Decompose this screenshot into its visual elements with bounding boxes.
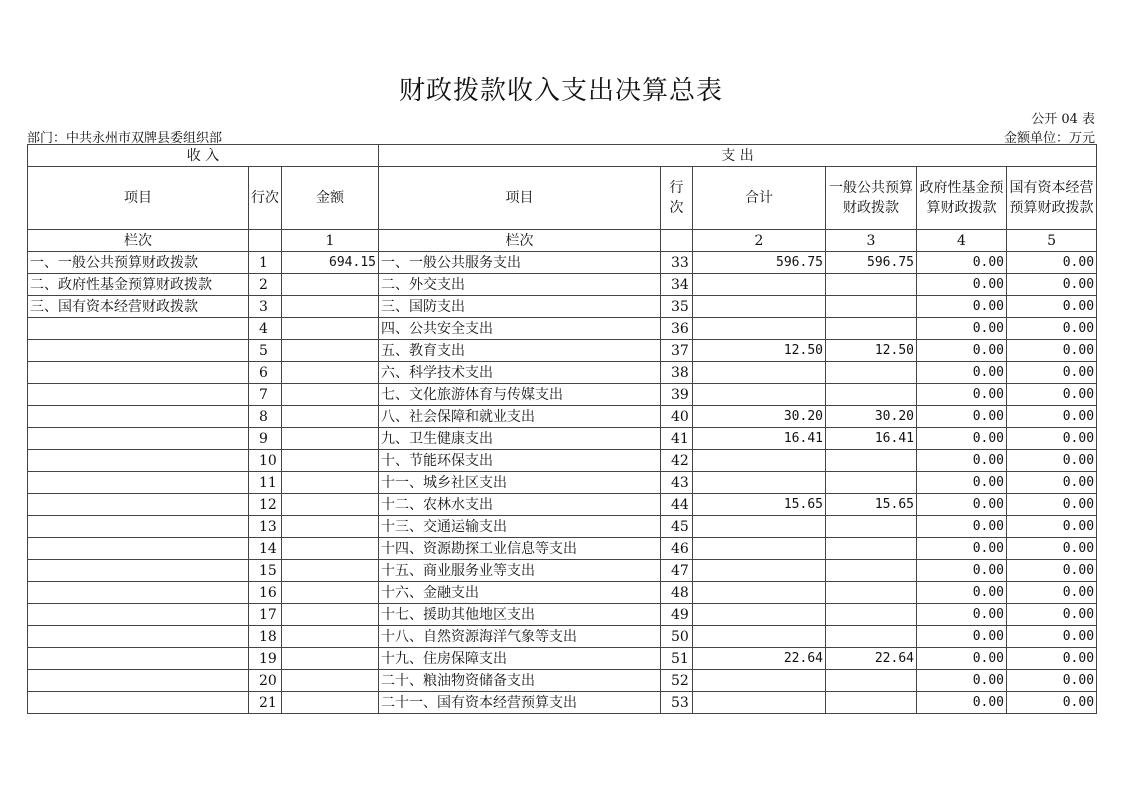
expense-column-label: 栏次 — [379, 230, 661, 252]
gov-fund-cell: 0.00 — [917, 318, 1007, 340]
income-row-no-index — [249, 230, 282, 252]
total-cell — [693, 626, 826, 648]
table-row — [28, 670, 1097, 692]
table-row — [28, 384, 1097, 406]
income-row-no-cell: 20 — [249, 670, 282, 692]
expense-item-cell: 八、社会保障和就业支出 — [379, 406, 661, 428]
general-budget-cell — [826, 538, 917, 560]
income-row-no-cell: 6 — [249, 362, 282, 384]
general-budget-cell — [826, 274, 917, 296]
table-row — [28, 582, 1097, 604]
expense-row-no-cell: 49 — [661, 604, 693, 626]
income-amount-header: 金额 — [282, 167, 379, 230]
income-row-no-cell: 16 — [249, 582, 282, 604]
gov-fund-cell: 0.00 — [917, 670, 1007, 692]
total-cell: 12.50 — [693, 340, 826, 362]
income-amount-cell — [282, 692, 379, 714]
income-amount-cell — [282, 582, 379, 604]
general-budget-header: 一般公共预算财政拨款 — [826, 167, 917, 230]
income-item-cell: 一、一般公共预算财政拨款 — [28, 252, 249, 274]
expense-item-cell: 十三、交通运输支出 — [379, 516, 661, 538]
income-column-label: 栏次 — [28, 230, 249, 252]
unit-label: 金额单位：万元 — [1003, 131, 1095, 146]
gov-fund-cell: 0.00 — [917, 362, 1007, 384]
expense-row-no-cell: 34 — [661, 274, 693, 296]
state-capital-cell: 0.00 — [1007, 670, 1097, 692]
expense-row-no-cell: 44 — [661, 494, 693, 516]
expense-row-no-cell: 37 — [661, 340, 693, 362]
expense-row-no-cell: 53 — [661, 692, 693, 714]
expense-item-cell: 一、一般公共服务支出 — [379, 252, 661, 274]
expense-item-cell: 十七、援助其他地区支出 — [379, 604, 661, 626]
col3-index: 3 — [826, 230, 917, 252]
table-row — [28, 274, 1097, 296]
column-index-row — [28, 230, 1097, 252]
expense-item-cell: 三、国防支出 — [379, 296, 661, 318]
col2-index: 2 — [693, 230, 826, 252]
general-budget-cell — [826, 670, 917, 692]
income-item-cell — [28, 604, 249, 626]
income-item-cell: 二、政府性基金预算财政拨款 — [28, 274, 249, 296]
table-row — [28, 692, 1097, 714]
gov-fund-cell: 0.00 — [917, 472, 1007, 494]
expense-item-cell: 五、教育支出 — [379, 340, 661, 362]
header-row-columns — [28, 167, 1097, 230]
income-row-no-cell: 12 — [249, 494, 282, 516]
income-amount-cell — [282, 362, 379, 384]
table-row — [28, 318, 1097, 340]
income-amount-cell — [282, 472, 379, 494]
table-row — [28, 648, 1097, 670]
income-amount-cell — [282, 516, 379, 538]
income-item-cell — [28, 318, 249, 340]
general-budget-cell — [826, 296, 917, 318]
income-item-cell — [28, 362, 249, 384]
income-amount-cell — [282, 406, 379, 428]
total-cell — [693, 692, 826, 714]
header-row-sections — [28, 145, 1097, 167]
income-item-cell — [28, 428, 249, 450]
income-item-cell — [28, 538, 249, 560]
income-row-no-cell: 9 — [249, 428, 282, 450]
general-budget-cell — [826, 384, 917, 406]
total-cell — [693, 472, 826, 494]
income-item-cell — [28, 516, 249, 538]
expense-row-no-cell: 43 — [661, 472, 693, 494]
income-amount-cell — [282, 428, 379, 450]
gov-fund-cell: 0.00 — [917, 604, 1007, 626]
state-capital-cell: 0.00 — [1007, 560, 1097, 582]
total-cell — [693, 670, 826, 692]
table-row — [28, 362, 1097, 384]
total-cell — [693, 362, 826, 384]
state-capital-cell: 0.00 — [1007, 692, 1097, 714]
state-capital-cell: 0.00 — [1007, 384, 1097, 406]
expense-row-no-cell: 48 — [661, 582, 693, 604]
state-capital-cell: 0.00 — [1007, 538, 1097, 560]
general-budget-cell — [826, 560, 917, 582]
general-budget-cell — [826, 604, 917, 626]
general-budget-cell: 16.41 — [826, 428, 917, 450]
total-cell — [693, 274, 826, 296]
state-capital-cell: 0.00 — [1007, 406, 1097, 428]
income-row-no-cell: 8 — [249, 406, 282, 428]
table-row — [28, 472, 1097, 494]
income-row-no-cell: 18 — [249, 626, 282, 648]
income-row-no-cell: 19 — [249, 648, 282, 670]
table-row — [28, 494, 1097, 516]
expense-row-no-cell: 46 — [661, 538, 693, 560]
table-row — [28, 340, 1097, 362]
income-amount-cell — [282, 340, 379, 362]
general-budget-cell: 12.50 — [826, 340, 917, 362]
income-item-cell — [28, 626, 249, 648]
form-code: 公开 04 表 — [1031, 112, 1095, 127]
expense-row-no-cell: 51 — [661, 648, 693, 670]
gov-fund-cell: 0.00 — [917, 384, 1007, 406]
income-item-cell — [28, 692, 249, 714]
expense-row-no-cell: 38 — [661, 362, 693, 384]
income-amount-cell — [282, 274, 379, 296]
expense-row-no-cell: 50 — [661, 626, 693, 648]
income-amount-cell — [282, 626, 379, 648]
gov-fund-cell: 0.00 — [917, 450, 1007, 472]
state-capital-cell: 0.00 — [1007, 450, 1097, 472]
expense-item-cell: 十一、城乡社区支出 — [379, 472, 661, 494]
income-row-no-cell: 1 — [249, 252, 282, 274]
table-row — [28, 538, 1097, 560]
state-capital-cell: 0.00 — [1007, 494, 1097, 516]
income-item-cell — [28, 384, 249, 406]
income-amount-cell — [282, 318, 379, 340]
total-cell — [693, 560, 826, 582]
income-row-no-cell: 14 — [249, 538, 282, 560]
table-row — [28, 450, 1097, 472]
total-cell — [693, 582, 826, 604]
income-amount-cell — [282, 538, 379, 560]
general-budget-cell — [826, 516, 917, 538]
total-cell: 22.64 — [693, 648, 826, 670]
gov-fund-cell: 0.00 — [917, 340, 1007, 362]
income-row-no-cell: 15 — [249, 560, 282, 582]
expense-item-cell: 七、文化旅游体育与传媒支出 — [379, 384, 661, 406]
expense-item-cell: 十八、自然资源海洋气象等支出 — [379, 626, 661, 648]
expense-row-no-cell: 52 — [661, 670, 693, 692]
income-amount-cell — [282, 494, 379, 516]
expense-row-no-cell: 33 — [661, 252, 693, 274]
income-row-no-cell: 7 — [249, 384, 282, 406]
gov-fund-cell: 0.00 — [917, 428, 1007, 450]
income-row-no-cell: 5 — [249, 340, 282, 362]
income-row-no-cell: 13 — [249, 516, 282, 538]
col5-index: 5 — [1007, 230, 1097, 252]
expense-section-header: 支 出 — [379, 145, 1097, 167]
state-capital-cell: 0.00 — [1007, 472, 1097, 494]
expense-row-no-cell: 39 — [661, 384, 693, 406]
expense-item-cell: 十九、住房保障支出 — [379, 648, 661, 670]
state-capital-cell: 0.00 — [1007, 362, 1097, 384]
state-capital-header: 国有资本经营预算财政拨款 — [1007, 167, 1097, 230]
expense-item-cell: 二、外交支出 — [379, 274, 661, 296]
income-item-cell — [28, 406, 249, 428]
total-cell: 16.41 — [693, 428, 826, 450]
gov-fund-cell: 0.00 — [917, 252, 1007, 274]
total-cell — [693, 450, 826, 472]
state-capital-cell: 0.00 — [1007, 340, 1097, 362]
general-budget-cell — [826, 692, 917, 714]
expense-row-no-cell: 45 — [661, 516, 693, 538]
general-budget-cell — [826, 582, 917, 604]
table-row — [28, 516, 1097, 538]
income-amount-cell — [282, 670, 379, 692]
income-row-no-header: 行次 — [249, 167, 282, 230]
income-item-cell — [28, 472, 249, 494]
income-item-cell — [28, 340, 249, 362]
general-budget-cell — [826, 318, 917, 340]
income-amount-cell — [282, 648, 379, 670]
col1-index: 1 — [282, 230, 379, 252]
table-row — [28, 406, 1097, 428]
income-row-no-cell: 10 — [249, 450, 282, 472]
gov-fund-header: 政府性基金预算财政拨款 — [917, 167, 1007, 230]
income-item-cell — [28, 560, 249, 582]
total-header: 合计 — [693, 167, 826, 230]
table-body — [28, 252, 1097, 714]
income-amount-cell — [282, 450, 379, 472]
income-item-cell — [28, 648, 249, 670]
page-title: 财政拨款收入支出决算总表 — [398, 76, 723, 106]
expense-item-cell: 二十一、国有资本经营预算支出 — [379, 692, 661, 714]
expense-row-no-cell: 41 — [661, 428, 693, 450]
expense-row-no-cell: 36 — [661, 318, 693, 340]
department-label: 部门：中共永州市双牌县委组织部 — [27, 131, 223, 146]
gov-fund-cell: 0.00 — [917, 516, 1007, 538]
gov-fund-cell: 0.00 — [917, 406, 1007, 428]
income-row-no-cell: 21 — [249, 692, 282, 714]
total-cell — [693, 296, 826, 318]
state-capital-cell: 0.00 — [1007, 428, 1097, 450]
gov-fund-cell: 0.00 — [917, 582, 1007, 604]
total-cell — [693, 604, 826, 626]
table-row — [28, 428, 1097, 450]
total-cell: 30.20 — [693, 406, 826, 428]
gov-fund-cell: 0.00 — [917, 648, 1007, 670]
state-capital-cell: 0.00 — [1007, 648, 1097, 670]
state-capital-cell: 0.00 — [1007, 582, 1097, 604]
gov-fund-cell: 0.00 — [917, 296, 1007, 318]
col4-index: 4 — [917, 230, 1007, 252]
expense-item-cell: 六、科学技术支出 — [379, 362, 661, 384]
gov-fund-cell: 0.00 — [917, 692, 1007, 714]
state-capital-cell: 0.00 — [1007, 604, 1097, 626]
state-capital-cell: 0.00 — [1007, 516, 1097, 538]
expense-item-cell: 九、卫生健康支出 — [379, 428, 661, 450]
gov-fund-cell: 0.00 — [917, 274, 1007, 296]
state-capital-cell: 0.00 — [1007, 274, 1097, 296]
expense-row-no-index — [661, 230, 693, 252]
expense-row-no-header: 行次 — [661, 167, 693, 230]
table-row — [28, 560, 1097, 582]
general-budget-cell: 596.75 — [826, 252, 917, 274]
gov-fund-cell: 0.00 — [917, 560, 1007, 582]
total-cell — [693, 516, 826, 538]
expense-item-cell: 十五、商业服务业等支出 — [379, 560, 661, 582]
expense-item-cell: 二十、粮油物资储备支出 — [379, 670, 661, 692]
income-amount-cell: 694.15 — [282, 252, 379, 274]
income-item-cell — [28, 582, 249, 604]
table-row — [28, 626, 1097, 648]
table-row — [28, 604, 1097, 626]
general-budget-cell — [826, 450, 917, 472]
total-cell — [693, 538, 826, 560]
total-cell — [693, 384, 826, 406]
general-budget-cell — [826, 626, 917, 648]
expense-item-cell: 四、公共安全支出 — [379, 318, 661, 340]
general-budget-cell: 15.65 — [826, 494, 917, 516]
expense-item-header: 项目 — [379, 167, 661, 230]
income-row-no-cell: 3 — [249, 296, 282, 318]
income-amount-cell — [282, 384, 379, 406]
expense-row-no-cell: 47 — [661, 560, 693, 582]
table-row — [28, 252, 1097, 274]
income-row-no-cell: 4 — [249, 318, 282, 340]
income-row-no-cell: 11 — [249, 472, 282, 494]
general-budget-cell — [826, 472, 917, 494]
total-cell: 15.65 — [693, 494, 826, 516]
expense-item-cell: 十四、资源勘探工业信息等支出 — [379, 538, 661, 560]
expense-row-no-cell: 40 — [661, 406, 693, 428]
state-capital-cell: 0.00 — [1007, 252, 1097, 274]
income-amount-cell — [282, 296, 379, 318]
income-row-no-cell: 2 — [249, 274, 282, 296]
gov-fund-cell: 0.00 — [917, 538, 1007, 560]
expense-item-cell: 十、节能环保支出 — [379, 450, 661, 472]
state-capital-cell: 0.00 — [1007, 318, 1097, 340]
income-row-no-cell: 17 — [249, 604, 282, 626]
gov-fund-cell: 0.00 — [917, 494, 1007, 516]
total-cell — [693, 318, 826, 340]
gov-fund-cell: 0.00 — [917, 626, 1007, 648]
income-item-cell — [28, 670, 249, 692]
expense-item-cell: 十六、金融支出 — [379, 582, 661, 604]
general-budget-cell — [826, 362, 917, 384]
report-table — [27, 144, 1097, 714]
general-budget-cell: 30.20 — [826, 406, 917, 428]
expense-row-no-cell: 35 — [661, 296, 693, 318]
expense-item-cell: 十二、农林水支出 — [379, 494, 661, 516]
total-cell: 596.75 — [693, 252, 826, 274]
income-amount-cell — [282, 560, 379, 582]
income-item-cell — [28, 494, 249, 516]
income-item-cell: 三、国有资本经营财政拨款 — [28, 296, 249, 318]
income-item-header: 项目 — [28, 167, 249, 230]
general-budget-cell: 22.64 — [826, 648, 917, 670]
expense-row-no-cell: 42 — [661, 450, 693, 472]
state-capital-cell: 0.00 — [1007, 626, 1097, 648]
income-amount-cell — [282, 604, 379, 626]
state-capital-cell: 0.00 — [1007, 296, 1097, 318]
income-item-cell — [28, 450, 249, 472]
income-section-header: 收 入 — [28, 145, 379, 167]
table-row — [28, 296, 1097, 318]
